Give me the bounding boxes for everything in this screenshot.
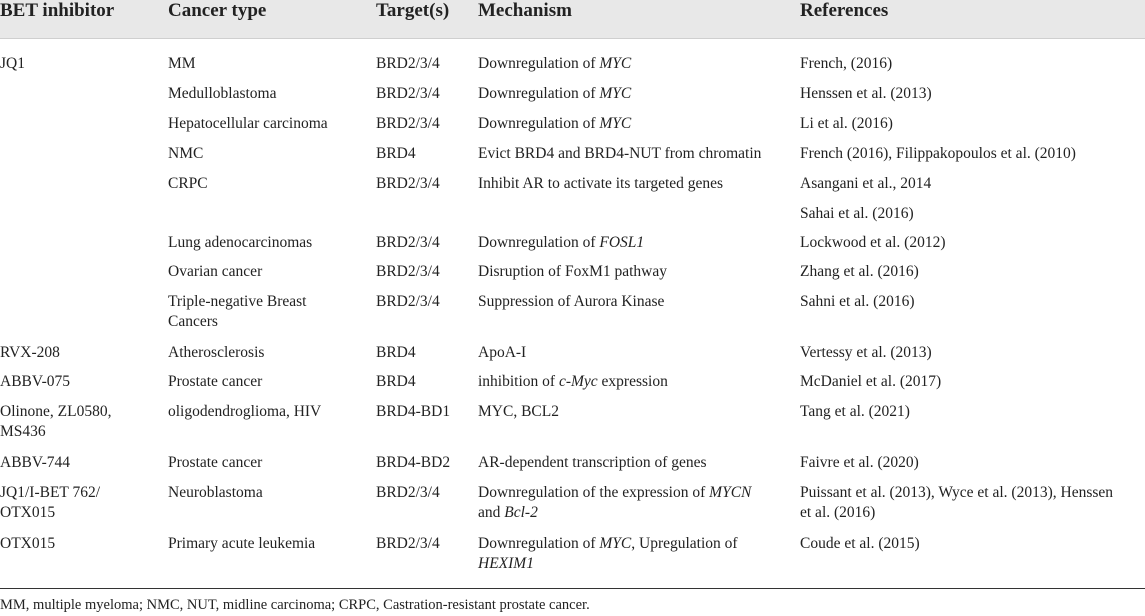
header-bet-inhibitor: BET inhibitor — [0, 0, 115, 21]
cell-reference: Puissant et al. (2013), Wyce et al. (2013), Henssen et al. (2016) — [800, 484, 1114, 521]
cell-target: BRD2/3/4 — [376, 234, 440, 251]
cell-reference: McDaniel et al. (2017) — [800, 373, 942, 390]
cell-target: BRD2/3/4 — [376, 55, 440, 72]
cell-target: BRD4 — [376, 373, 416, 390]
cell-target: BRD2/3/4 — [376, 293, 440, 310]
cell-target: BRD4 — [376, 344, 416, 361]
cell-reference: Faivre et al. (2020) — [800, 454, 919, 471]
cell-cancer-type: Neuroblastoma — [168, 484, 263, 501]
cell-target: BRD2/3/4 — [376, 115, 440, 132]
header-references: References — [800, 0, 889, 21]
header-cancer-type: Cancer type — [168, 0, 267, 21]
cell-cancer-type: oligodendroglioma, HIV — [168, 403, 322, 420]
cell-mechanism: Downregulation of the expression of MYCN and Bcl-2 — [478, 484, 752, 521]
cell-mechanism: Inhibit AR to activate its targeted genes — [478, 175, 724, 192]
header-mechanism: Mechanism — [478, 0, 572, 21]
cell-target: BRD4 — [376, 145, 416, 162]
gene-name: MYC — [599, 85, 632, 102]
gene-name: HEXIM1 — [478, 555, 534, 572]
cell-cancer-type: Lung adenocarcinomas — [168, 234, 313, 251]
gene-name: c-Myc — [558, 373, 598, 390]
cell-cancer-type: Ovarian cancer — [168, 263, 263, 280]
cell-reference: Zhang et al. (2016) — [800, 263, 919, 280]
gene-name: MYC — [599, 535, 632, 552]
gene-name: MYCN — [709, 484, 752, 501]
table-header — [0, 0, 1145, 39]
cell-target: BRD2/3/4 — [376, 175, 440, 192]
table-body — [0, 39, 1145, 589]
cell-reference: Asangani et al., 2014 — [800, 175, 932, 192]
cell-bet-inhibitor: ABBV-075 — [0, 373, 71, 390]
cell-mechanism: Disruption of FoxM1 pathway — [478, 263, 668, 280]
cell-cancer-type: CRPC — [168, 175, 208, 192]
cell-reference: Henssen et al. (2013) — [800, 85, 932, 102]
cell-reference: French, (2016) — [800, 55, 893, 72]
cell-mechanism: Evict BRD4 and BRD4-NUT from chromatin — [478, 145, 762, 162]
cell-target: BRD2/3/4 — [376, 535, 440, 552]
cell-cancer-type: NMC — [168, 145, 204, 162]
cell-bet-inhibitor: RVX-208 — [0, 344, 60, 361]
cell-mechanism: Downregulation of MYC — [478, 55, 632, 72]
cell-reference: Coude et al. (2015) — [800, 535, 920, 552]
cell-bet-inhibitor: OTX015 — [0, 535, 56, 552]
cell-mechanism: inhibition of c-Myc expression — [478, 373, 668, 390]
cell-reference: Li et al. (2016) — [800, 115, 893, 132]
cell-target: BRD2/3/4 — [376, 484, 440, 501]
cell-cancer-type: Prostate cancer — [168, 454, 263, 471]
cell-mechanism: Suppression of Aurora Kinase — [478, 293, 665, 310]
gene-name: MYC — [599, 55, 632, 72]
cell-cancer-type: Atherosclerosis — [168, 344, 265, 361]
gene-name: FOSL1 — [599, 234, 645, 251]
cell-cancer-type: Medulloblastoma — [168, 85, 277, 102]
cell-mechanism: ApoA-I — [478, 344, 527, 361]
cell-reference: French (2016), Filippakopoulos et al. (2010) — [800, 145, 1076, 162]
cell-mechanism: Downregulation of MYC — [478, 85, 632, 102]
cell-target: BRD2/3/4 — [376, 85, 440, 102]
cell-reference: Sahai et al. (2016) — [800, 205, 914, 222]
gene-name: MYC — [599, 115, 632, 132]
cell-bet-inhibitor: ABBV-744 — [0, 454, 71, 471]
cell-reference: Tang et al. (2021) — [800, 403, 910, 420]
cell-mechanism: Downregulation of FOSL1 — [478, 234, 645, 251]
cell-mechanism: Downregulation of MYC — [478, 115, 632, 132]
cell-cancer-type: Primary acute leukemia — [168, 535, 316, 552]
cell-reference: Sahni et al. (2016) — [800, 293, 915, 310]
cell-cancer-type: Prostate cancer — [168, 373, 263, 390]
gene-name: Bcl-2 — [504, 504, 538, 521]
cell-cancer-type: MM — [168, 55, 196, 72]
cell-cancer-type: Triple-negative Breast Cancers — [168, 293, 307, 330]
cell-mechanism: MYC, BCL2 — [478, 403, 559, 420]
cell-mechanism: Downregulation of MYC, Upregulation of HEXIM1 — [478, 535, 738, 572]
header-targets: Target(s) — [376, 0, 450, 21]
cell-target: BRD4-BD2 — [376, 454, 451, 471]
cell-target: BRD2/3/4 — [376, 263, 440, 280]
cell-cancer-type: Hepatocellular carcinoma — [168, 115, 328, 132]
cell-bet-inhibitor: JQ1 — [0, 55, 25, 72]
table-footnote: MM, multiple myeloma; NMC, NUT, midline carcinoma; CRPC, Castration-resistant prostate cancer. — [0, 597, 590, 613]
cell-reference: Lockwood et al. (2012) — [800, 234, 946, 251]
cell-bet-inhibitor: Olinone, ZL0580, MS436 — [0, 403, 112, 440]
cell-target: BRD4-BD1 — [376, 403, 451, 420]
cell-bet-inhibitor: JQ1/I-BET 762/ OTX015 — [0, 484, 101, 521]
cell-mechanism: AR-dependent transcription of genes — [478, 454, 707, 471]
cell-reference: Vertessy et al. (2013) — [800, 344, 932, 361]
